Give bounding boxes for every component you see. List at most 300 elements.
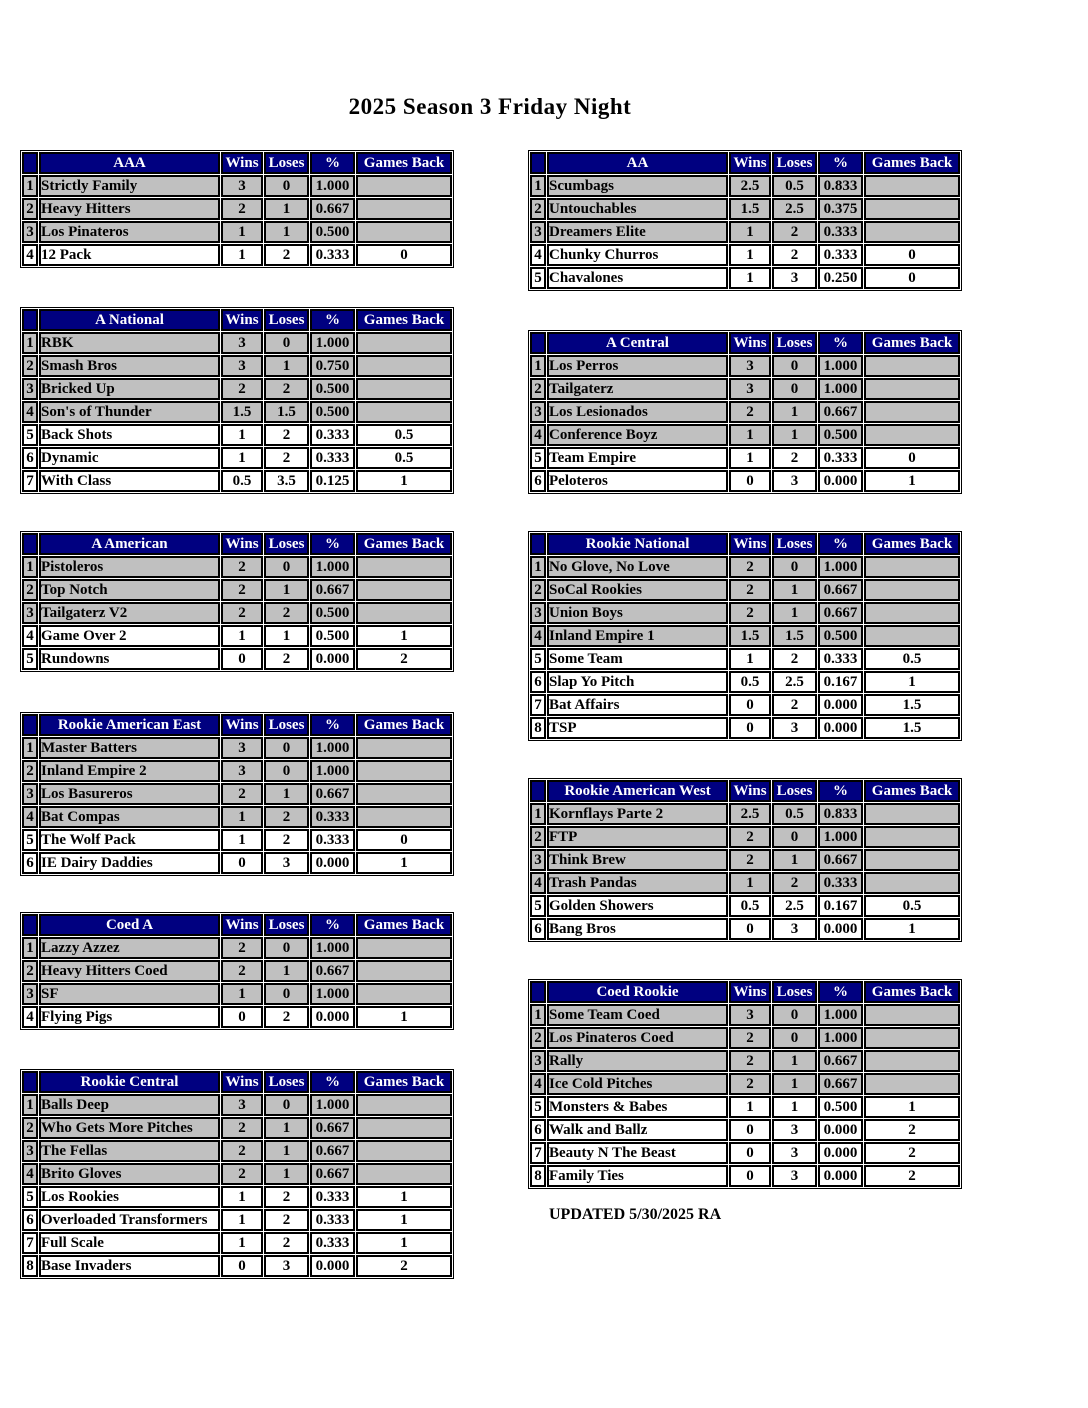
games-back-cell: 0.5 [864,895,960,917]
wins-cell: 1 [729,648,771,670]
standings-table-a_central [528,330,962,494]
pct-cell: 1.000 [310,175,355,197]
rank-cell: 4 [530,1073,546,1095]
table-row [22,332,452,354]
header-row [22,533,452,555]
wins-cell: 2 [729,579,771,601]
table-row [530,625,960,647]
rank-cell: 1 [22,556,38,578]
rank-cell: 2 [530,826,546,848]
rank-header-cell [530,332,546,354]
games-back-cell [864,849,960,871]
table-row [22,602,452,624]
wins-cell: 3 [221,332,263,354]
loses-cell: 2 [264,1006,309,1028]
col-header-games-back: Games Back [356,309,452,331]
loses-cell: 2 [772,447,817,469]
table-row [530,1027,960,1049]
games-back-cell [864,872,960,894]
table-row [530,221,960,243]
header-row [530,332,960,354]
table-row [22,937,452,959]
table-row [530,602,960,624]
games-back-cell [356,737,452,759]
pct-cell: 0.333 [310,424,355,446]
loses-cell: 0.5 [772,175,817,197]
team-name-cell: Back Shots [39,424,220,446]
loses-cell: 2.5 [772,895,817,917]
team-name-cell: Union Boys [547,602,728,624]
games-back-cell: 1 [356,1232,452,1254]
team-name-cell: 12 Pack [39,244,220,266]
rank-cell: 6 [530,918,546,940]
games-back-cell [356,1163,452,1185]
wins-cell: 0 [729,1142,771,1164]
wins-cell: 0 [729,694,771,716]
rank-cell: 5 [22,1186,38,1208]
wins-cell: 1 [729,447,771,469]
table-row [530,424,960,446]
col-header-pct: % [818,533,863,555]
loses-cell: 2 [264,602,309,624]
table-row [22,960,452,982]
team-name-cell: Smash Bros [39,355,220,377]
wins-cell: 2 [221,783,263,805]
games-back-cell [864,1027,960,1049]
rank-cell: 5 [530,447,546,469]
pct-cell: 1.000 [310,737,355,759]
pct-cell: 1.000 [310,937,355,959]
updated-note: UPDATED 5/30/2025 RA [549,1206,722,1223]
table-row [530,826,960,848]
team-name-cell: Walk and Ballz [547,1119,728,1141]
table-row [22,1140,452,1162]
team-name-cell: Rundowns [39,648,220,670]
games-back-cell: 2 [864,1165,960,1187]
rank-cell: 2 [22,579,38,601]
games-back-cell [356,806,452,828]
wins-cell: 0 [221,1006,263,1028]
table-row [22,470,452,492]
rank-cell: 2 [22,1117,38,1139]
team-name-cell: Balls Deep [39,1094,220,1116]
team-name-cell: Chavalones [547,267,728,289]
wins-cell: 1 [729,244,771,266]
wins-cell: 2 [729,401,771,423]
standings-table-aaa [20,150,454,268]
team-name-cell: SF [39,983,220,1005]
table-row [22,1209,452,1231]
games-back-cell [864,1073,960,1095]
games-back-cell [356,579,452,601]
pct-cell: 0.125 [310,470,355,492]
standings-table-rookie_national [528,531,962,741]
games-back-cell: 0.5 [356,447,452,469]
games-back-cell [864,401,960,423]
games-back-cell: 0 [864,447,960,469]
pct-cell: 0.375 [818,198,863,220]
games-back-cell: 2 [356,648,452,670]
rank-header-cell [530,981,546,1003]
team-name-cell: Heavy Hitters [39,198,220,220]
pct-cell: 0.500 [310,625,355,647]
division-title: Rookie National [547,533,728,555]
col-header-loses: Loses [264,914,309,936]
wins-cell: 3 [221,737,263,759]
loses-cell: 2 [772,694,817,716]
table-row [22,579,452,601]
team-name-cell: The Wolf Pack [39,829,220,851]
wins-cell: 2 [221,556,263,578]
col-header-wins: Wins [221,309,263,331]
col-header-loses: Loses [772,780,817,802]
team-name-cell: Dreamers Elite [547,221,728,243]
table-row [22,1255,452,1277]
games-back-cell: 2 [356,1255,452,1277]
wins-cell: 3 [729,1004,771,1026]
rank-cell: 2 [530,378,546,400]
loses-cell: 0 [772,355,817,377]
table-row [530,803,960,825]
table-row [22,1163,452,1185]
games-back-cell: 0 [356,244,452,266]
table-row [530,556,960,578]
games-back-cell [356,401,452,423]
wins-cell: 1 [221,1209,263,1231]
table-row [22,244,452,266]
wins-cell: 0 [729,717,771,739]
loses-cell: 3 [264,852,309,874]
wins-cell: 2 [221,602,263,624]
table-row [530,895,960,917]
col-header-wins: Wins [221,914,263,936]
team-name-cell: Los Pinateros [39,221,220,243]
team-name-cell: Master Batters [39,737,220,759]
table-row [530,198,960,220]
team-name-cell: Inland Empire 1 [547,625,728,647]
wins-cell: 3 [221,1094,263,1116]
team-name-cell: TSP [547,717,728,739]
games-back-cell [864,625,960,647]
wins-cell: 2.5 [729,803,771,825]
wins-cell: 1.5 [729,625,771,647]
loses-cell: 2 [772,648,817,670]
wins-cell: 1 [221,806,263,828]
wins-cell: 2.5 [729,175,771,197]
pct-cell: 0.250 [818,267,863,289]
team-name-cell: Who Gets More Pitches [39,1117,220,1139]
table-row [530,671,960,693]
rank-cell: 1 [22,937,38,959]
table-row [530,447,960,469]
team-name-cell: Untouchables [547,198,728,220]
col-header-pct: % [310,533,355,555]
division-title: Rookie Central [39,1071,220,1093]
games-back-cell: 1.5 [864,717,960,739]
pct-cell: 0.333 [818,447,863,469]
rank-cell: 7 [530,1142,546,1164]
loses-cell: 3 [772,267,817,289]
pct-cell: 0.667 [818,602,863,624]
pct-cell: 1.000 [818,378,863,400]
table-row [22,760,452,782]
pct-cell: 0.833 [818,175,863,197]
loses-cell: 2.5 [772,198,817,220]
table-row [22,447,452,469]
team-name-cell: Overloaded Transformers [39,1209,220,1231]
games-back-cell [864,602,960,624]
col-header-wins: Wins [221,152,263,174]
division-title: A American [39,533,220,555]
team-name-cell: Brito Gloves [39,1163,220,1185]
wins-cell: 2 [729,849,771,871]
pct-cell: 0.833 [818,803,863,825]
team-name-cell: Some Team [547,648,728,670]
standings-table-rookie_american_east [20,712,454,876]
pct-cell: 0.333 [310,829,355,851]
table-row [22,983,452,1005]
col-header-games-back: Games Back [864,332,960,354]
team-name-cell: Some Team Coed [547,1004,728,1026]
col-header-loses: Loses [772,332,817,354]
team-name-cell: RBK [39,332,220,354]
loses-cell: 1 [264,783,309,805]
col-header-wins: Wins [729,533,771,555]
table-row [530,355,960,377]
rank-cell: 3 [530,602,546,624]
table-row [22,401,452,423]
games-back-cell: 0 [356,829,452,851]
pct-cell: 0.500 [310,602,355,624]
rank-header-cell [22,714,38,736]
wins-cell: 2 [221,378,263,400]
team-name-cell: Bat Affairs [547,694,728,716]
loses-cell: 2 [264,648,309,670]
loses-cell: 3 [772,1165,817,1187]
wins-cell: 3 [729,355,771,377]
games-back-cell [864,355,960,377]
table-row [530,1165,960,1187]
table-row [530,849,960,871]
pct-cell: 1.000 [310,332,355,354]
games-back-cell [356,355,452,377]
division-title: Rookie American East [39,714,220,736]
col-header-wins: Wins [729,981,771,1003]
games-back-cell: 1 [356,852,452,874]
wins-cell: 2 [729,826,771,848]
wins-cell: 3 [221,355,263,377]
loses-cell: 2 [264,378,309,400]
table-row [530,470,960,492]
rank-cell: 2 [22,198,38,220]
loses-cell: 0 [772,556,817,578]
col-header-pct: % [310,714,355,736]
games-back-cell: 1 [864,470,960,492]
games-back-cell [864,1050,960,1072]
games-back-cell [356,556,452,578]
games-back-cell: 1 [864,918,960,940]
loses-cell: 0 [772,378,817,400]
loses-cell: 0 [264,937,309,959]
pct-cell: 0.000 [818,1119,863,1141]
col-header-pct: % [310,152,355,174]
table-row [530,244,960,266]
team-name-cell: Inland Empire 2 [39,760,220,782]
pct-cell: 0.333 [310,244,355,266]
wins-cell: 1 [729,267,771,289]
col-header-pct: % [310,914,355,936]
wins-cell: 1 [221,829,263,851]
rank-cell: 3 [530,221,546,243]
col-header-wins: Wins [221,714,263,736]
pct-cell: 1.000 [818,556,863,578]
table-row [530,267,960,289]
col-header-loses: Loses [264,533,309,555]
rank-cell: 4 [530,872,546,894]
rank-cell: 4 [22,1163,38,1185]
table-row [530,694,960,716]
table-row [530,1119,960,1141]
col-header-loses: Loses [264,152,309,174]
col-header-games-back: Games Back [356,1071,452,1093]
division-title: AAA [39,152,220,174]
team-name-cell: Team Empire [547,447,728,469]
games-back-cell [356,760,452,782]
rank-cell: 4 [22,244,38,266]
table-row [22,378,452,400]
loses-cell: 1 [264,198,309,220]
games-back-cell [356,983,452,1005]
col-header-loses: Loses [772,152,817,174]
table-row [530,1073,960,1095]
table-row [22,1006,452,1028]
rank-cell: 2 [530,579,546,601]
col-header-pct: % [818,332,863,354]
wins-cell: 0 [729,470,771,492]
team-name-cell: Beauty N The Beast [547,1142,728,1164]
rank-cell: 2 [530,1027,546,1049]
wins-cell: 1.5 [221,401,263,423]
loses-cell: 0 [264,760,309,782]
games-back-cell [356,378,452,400]
pct-cell: 0.167 [818,671,863,693]
games-back-cell [864,198,960,220]
team-name-cell: Chunky Churros [547,244,728,266]
team-name-cell: IE Dairy Daddies [39,852,220,874]
games-back-cell [864,221,960,243]
col-header-pct: % [310,1071,355,1093]
pct-cell: 0.750 [310,355,355,377]
pct-cell: 0.333 [818,648,863,670]
loses-cell: 0 [772,1004,817,1026]
rank-header-cell [530,152,546,174]
loses-cell: 2 [264,1232,309,1254]
team-name-cell: Son's of Thunder [39,401,220,423]
col-header-games-back: Games Back [864,780,960,802]
wins-cell: 1 [221,424,263,446]
team-name-cell: Kornflays Parte 2 [547,803,728,825]
rank-cell: 5 [530,267,546,289]
table-row [530,1050,960,1072]
team-name-cell: Golden Showers [547,895,728,917]
pct-cell: 0.333 [818,872,863,894]
table-row [22,648,452,670]
col-header-loses: Loses [772,533,817,555]
team-name-cell: Heavy Hitters Coed [39,960,220,982]
loses-cell: 1 [264,625,309,647]
col-header-loses: Loses [264,1071,309,1093]
rank-header-cell [530,780,546,802]
col-header-pct: % [818,780,863,802]
rank-cell: 1 [22,175,38,197]
col-header-wins: Wins [221,533,263,555]
pct-cell: 0.000 [818,694,863,716]
table-row [22,737,452,759]
games-back-cell [356,960,452,982]
rank-cell: 2 [22,760,38,782]
pct-cell: 1.000 [818,355,863,377]
loses-cell: 1 [772,1050,817,1072]
pct-cell: 0.667 [310,960,355,982]
pct-cell: 1.000 [310,760,355,782]
col-header-wins: Wins [221,1071,263,1093]
header-row [530,152,960,174]
team-name-cell: Lazzy Azzez [39,937,220,959]
table-row [22,783,452,805]
team-name-cell: Ice Cold Pitches [547,1073,728,1095]
games-back-cell: 1 [864,1096,960,1118]
pct-cell: 0.667 [310,198,355,220]
rank-cell: 3 [22,221,38,243]
pct-cell: 0.167 [818,895,863,917]
rank-cell: 1 [530,556,546,578]
wins-cell: 1 [221,221,263,243]
table-row [22,625,452,647]
wins-cell: 0 [729,918,771,940]
wins-cell: 0 [221,1255,263,1277]
rank-cell: 1 [22,1094,38,1116]
games-back-cell [864,826,960,848]
rank-cell: 3 [530,849,546,871]
col-header-loses: Loses [264,714,309,736]
team-name-cell: Dynamic [39,447,220,469]
header-row [530,981,960,1003]
pct-cell: 0.667 [818,401,863,423]
wins-cell: 2 [221,960,263,982]
rank-cell: 2 [22,355,38,377]
col-header-games-back: Games Back [864,152,960,174]
table-row [22,1094,452,1116]
col-header-loses: Loses [772,981,817,1003]
team-name-cell: With Class [39,470,220,492]
table-row [530,1096,960,1118]
pct-cell: 0.500 [310,221,355,243]
loses-cell: 2 [264,447,309,469]
wins-cell: 2 [221,1140,263,1162]
pct-cell: 0.333 [310,447,355,469]
loses-cell: 2 [264,829,309,851]
loses-cell: 1 [264,579,309,601]
standings-table-rookie_central [20,1069,454,1279]
games-back-cell: 1 [356,1006,452,1028]
rank-cell: 3 [22,602,38,624]
rank-cell: 3 [530,1050,546,1072]
table-row [22,175,452,197]
page-title: 2025 Season 3 Friday Night [348,94,632,119]
standings-table-rookie_american_west [528,778,962,942]
loses-cell: 1 [264,1140,309,1162]
games-back-cell [356,175,452,197]
